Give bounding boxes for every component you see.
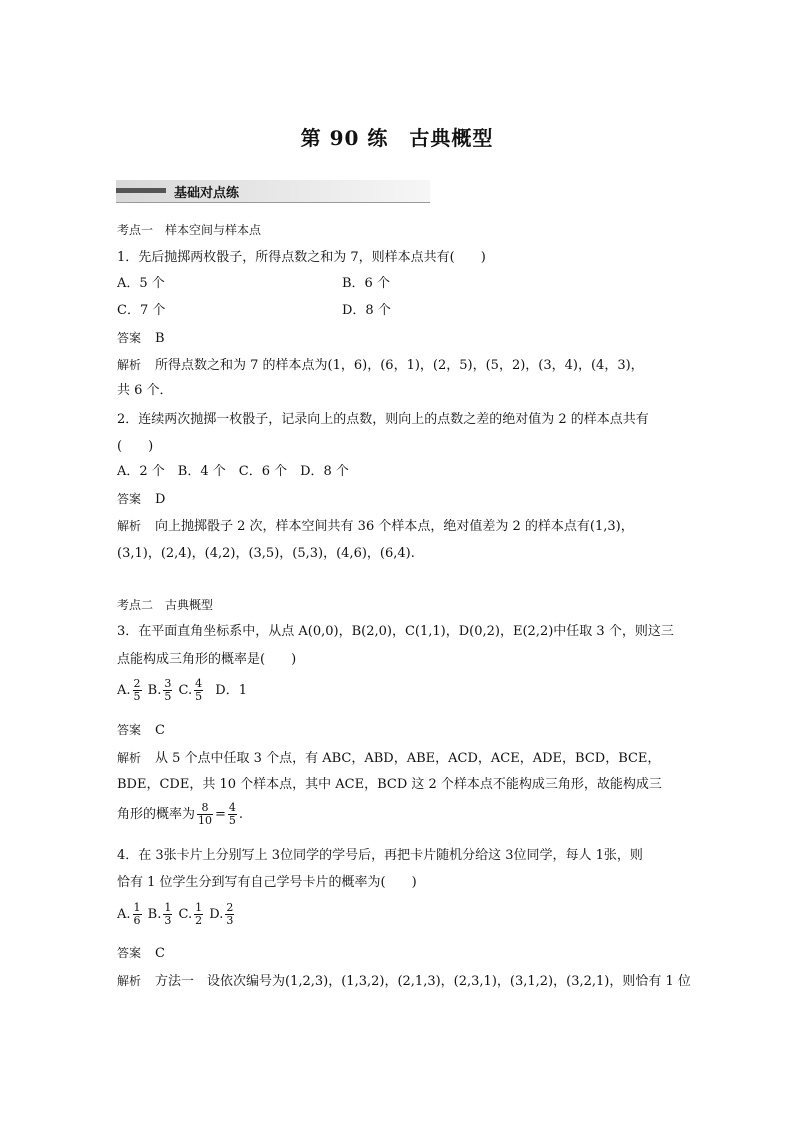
kp2-heading: 考点二 古典概型 bbox=[117, 598, 214, 612]
answer-label: 答案 bbox=[117, 331, 142, 345]
q3-analysis-line1: 解析 从 5 个点中任取 3 个点，有 ABC，ABD，ABE，ACD，ACE，ADE，BCD，BCE， bbox=[117, 751, 661, 766]
q1-option-a: A．5 个 bbox=[117, 276, 165, 291]
q4-option-d-fraction: $\frac{2}{3}$ bbox=[226, 901, 234, 927]
section-label: 基础对点练 bbox=[174, 186, 240, 201]
q3-stem-line2: 点能构成三角形的概率是( ) bbox=[117, 652, 297, 667]
q4-stem-line1: 4．在 3张卡片上分别写上 3位同学的学号后，再把卡片随机分给这 3位同学，每人 1张，则 bbox=[117, 848, 643, 863]
q3-analysis-line3: 角形的概率为 $\frac{8}{10}$ = $\frac{4}{5}$ . bbox=[117, 801, 244, 827]
q3-answer-value: C bbox=[155, 723, 165, 738]
q4-answer-value: C bbox=[155, 946, 165, 961]
q4-option-c-fraction: $\frac{1}{2}$ bbox=[195, 901, 203, 927]
q3-fraction-4-5: $\frac{4}{5}$ bbox=[228, 801, 236, 827]
kp1-heading: 考点一 样本空间与样本点 bbox=[117, 223, 262, 237]
analysis-label: 解析 bbox=[117, 519, 142, 533]
q2-analysis-line2: (3,1)，(2,4)，(4,2)，(3,5)，(5,3)，(4,6)，(6,4). bbox=[117, 546, 415, 561]
q2-analysis-line1: 解析 向上抛掷骰子 2 次，样本空间共有 36 个样本点，绝对值差为 2 的样本点有(1,3)， bbox=[117, 519, 634, 534]
q1-option-d: D．8 个 bbox=[342, 303, 391, 318]
q1-answer bbox=[117, 330, 165, 347]
q4-option-a-fraction: $\frac{1}{6}$ bbox=[133, 901, 141, 927]
answer-label: 答案 bbox=[117, 492, 142, 506]
q3-analysis-line2: BDE，CDE，共 10 个样本点，其中 ACE，BCD 这 2 个样本点不能构成三角形，故能构成三 bbox=[117, 777, 662, 792]
q3-stem-line1: 3．在平面直角坐标系中，从点 A(0,0)，B(2,0)，C(1,1)，D(0,2)，E(2,2)中任取 3 个，则这三 bbox=[117, 624, 674, 639]
q1-answer-value: B bbox=[155, 331, 165, 346]
section-header-band bbox=[116, 180, 430, 203]
q3-option-b-fraction: $\frac{3}{5}$ bbox=[164, 677, 172, 703]
analysis-label: 解析 bbox=[117, 358, 142, 372]
q3-option-c-fraction: $\frac{4}{5}$ bbox=[195, 677, 203, 703]
q1-option-c: C．7 个 bbox=[117, 303, 166, 318]
q2-options: A．2 个 B．4 个 C．6 个 D．8 个 bbox=[117, 464, 349, 479]
q3-fraction-8-10: $\frac{8}{10}$ bbox=[198, 801, 213, 827]
q1-stem: 1．先后抛掷两枚骰子，所得点数之和为 7，则样本点共有( ) bbox=[117, 250, 486, 265]
q2-stem-line1: 2．连续两次抛掷一枚骰子，记录向上的点数，则向上的点数之差的绝对值为 2 的样本点共有 bbox=[117, 412, 649, 427]
q3-option-d: D．1 bbox=[215, 683, 247, 698]
answer-label: 答案 bbox=[117, 723, 142, 737]
analysis-label: 解析 bbox=[117, 974, 142, 988]
q1-analysis-line1: 解析 所得点数之和为 7 的样本点为(1，6)，(6，1)，(2，5)，(5，2)，(3，4)，(4，3)， bbox=[117, 358, 644, 373]
q2-answer bbox=[117, 491, 165, 508]
q4-options: A. $\frac{1}{6}$ B. $\frac{1}{3}$ C. $\frac{1}{2}$ D. $\frac{2}{3}$ bbox=[117, 901, 234, 927]
analysis-label: 解析 bbox=[117, 751, 142, 765]
q4-option-b-fraction: $\frac{1}{3}$ bbox=[164, 901, 172, 927]
q3-option-a-fraction: $\frac{2}{5}$ bbox=[133, 677, 141, 703]
q3-answer bbox=[117, 722, 165, 739]
section-marker bbox=[116, 188, 166, 193]
q4-analysis-line1: 解析 方法一 设依次编号为(1,2,3)，(1,3,2)，(2,1,3)，(2,3,1)，(3,1,2)，(3,2,1)，则恰有 1 位 bbox=[117, 974, 691, 989]
page-title: 第 90 练 古典概型 bbox=[300, 126, 494, 150]
q2-answer-value: D bbox=[155, 492, 166, 507]
q1-option-b: B．6 个 bbox=[342, 276, 390, 291]
q4-stem-line2: 恰有 1 位学生分到写有自己学号卡片的概率为( ) bbox=[117, 875, 417, 890]
q2-stem-line2: ( ) bbox=[117, 439, 154, 454]
answer-label: 答案 bbox=[117, 946, 142, 960]
q4-answer bbox=[117, 945, 165, 962]
q3-options: A. $\frac{2}{5}$ B. $\frac{3}{5}$ C. $\frac{4}{5}$ D．1 bbox=[117, 677, 247, 703]
q1-analysis-line2: 共 6 个． bbox=[117, 383, 173, 398]
